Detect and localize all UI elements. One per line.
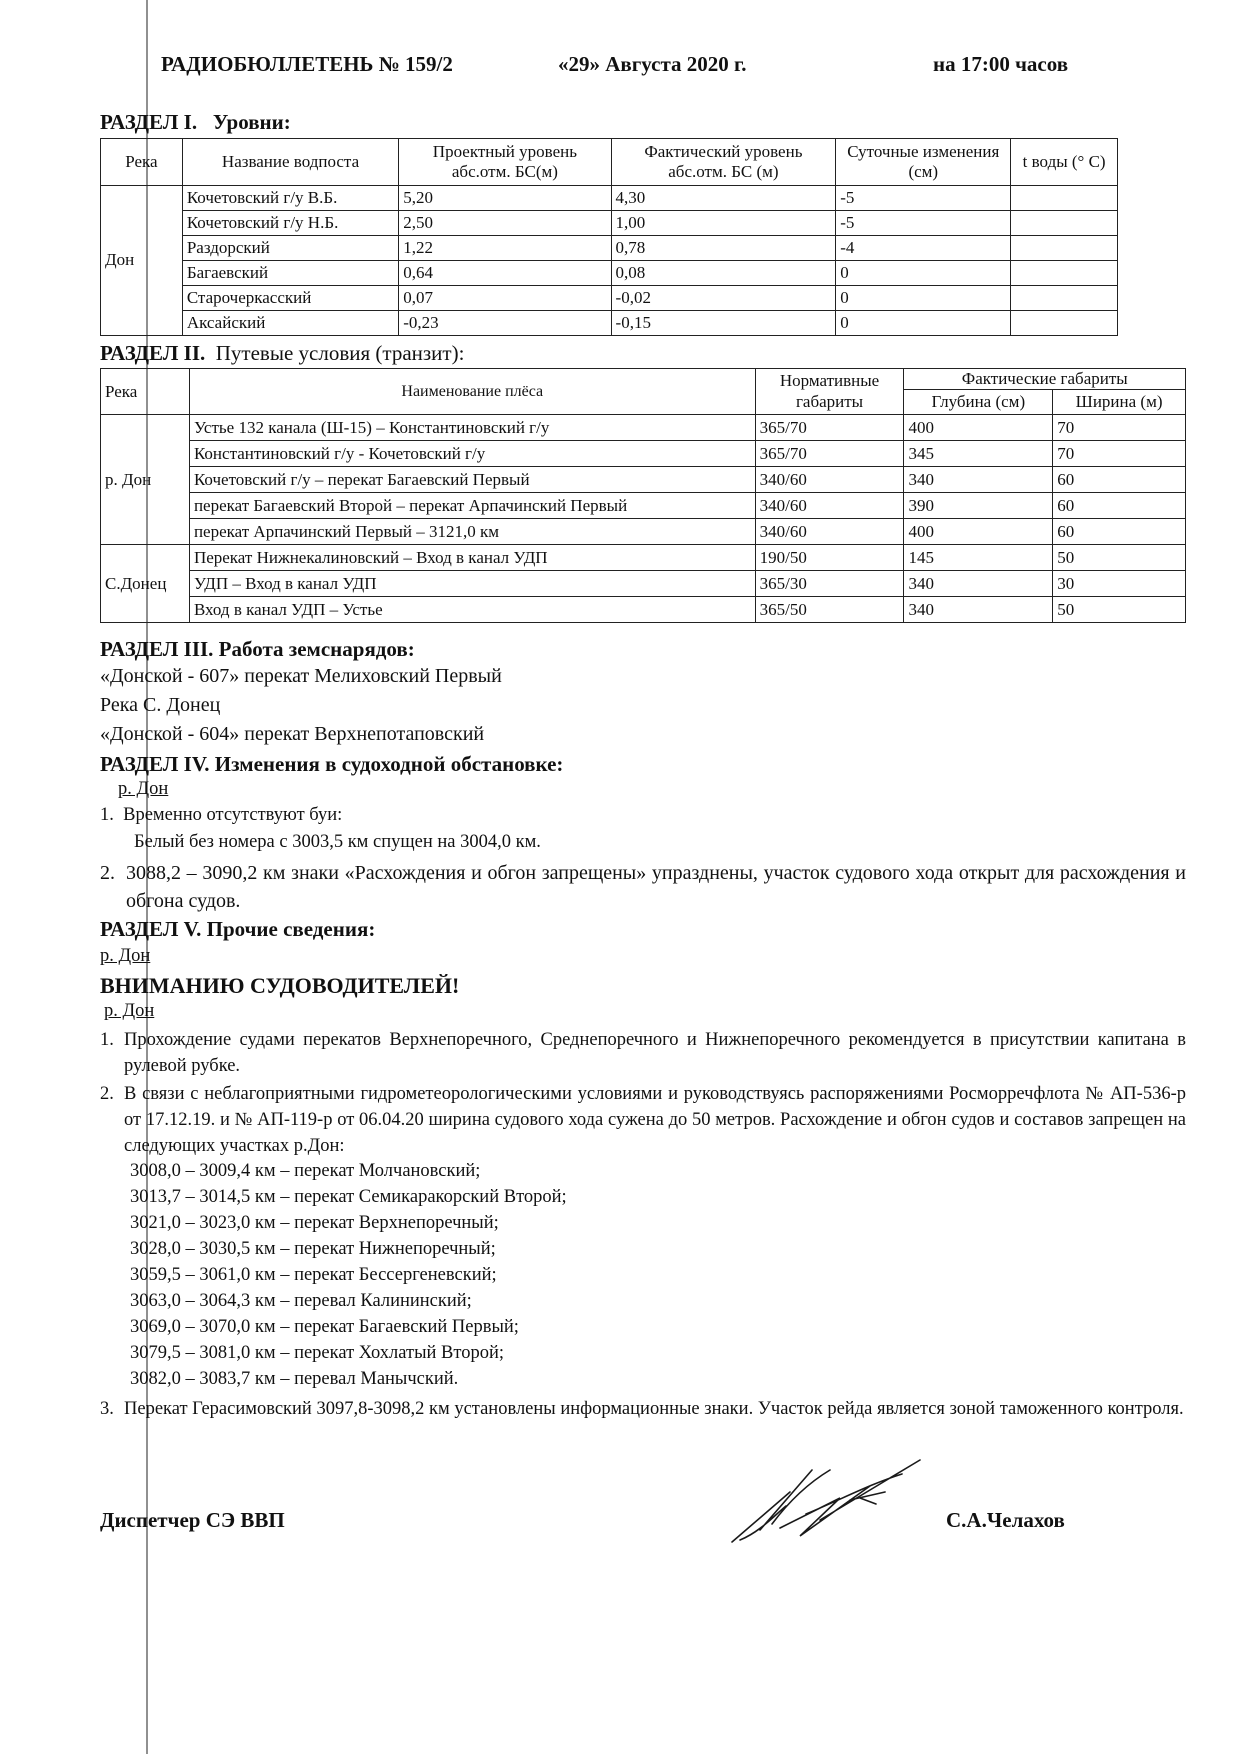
restricted-section: 3079,5 – 3081,0 км – перекат Хохлатый Второй; <box>130 1343 505 1363</box>
river-cell: р. Дон <box>101 415 190 545</box>
section5-title: РАЗДЕЛ V. Прочие сведения: <box>100 917 376 941</box>
table-row <box>101 236 1118 261</box>
restricted-section: 3021,0 – 3023,0 км – перекат Верхнепоречный; <box>130 1213 499 1233</box>
handwritten-signature <box>720 1440 940 1550</box>
depth: 345 <box>904 441 1053 467</box>
col-daily-change: Суточные изменения (см) <box>836 139 1011 186</box>
water-temp <box>1011 236 1118 261</box>
post-name: Раздорский <box>182 236 398 261</box>
col-river: Река <box>101 139 183 186</box>
depth: 400 <box>904 415 1053 441</box>
attention-item1-text: Прохождение судами перекатов Верхнепоречного, Среднепоречного и Нижнепоречного рекомендуется в присутствии капитана в рулевой рубке. <box>124 1030 1186 1076</box>
section2-title: РАЗДЕЛ II. <box>100 341 206 365</box>
post-name: Багаевский <box>182 261 398 286</box>
col-water-temp: t воды (° С) <box>1011 139 1118 186</box>
daily-change: 0 <box>836 261 1011 286</box>
depth: 340 <box>904 571 1053 597</box>
post-name: Кочетовский г/у Н.Б. <box>182 211 398 236</box>
width: 30 <box>1053 571 1186 597</box>
design-level: 0,64 <box>399 261 611 286</box>
design-level: -0,23 <box>399 311 611 336</box>
design-level: 1,22 <box>399 236 611 261</box>
width: 60 <box>1053 467 1186 493</box>
section3-title: РАЗДЕЛ III. Работа земснарядов: <box>100 637 415 661</box>
daily-change: 0 <box>836 311 1011 336</box>
dredger-line-3: «Донской - 604» перекат Верхнепотаповский <box>100 723 485 745</box>
section1-subtitle: Уровни: <box>212 110 291 134</box>
col-post: Название водпоста <box>182 139 398 186</box>
normative: 365/50 <box>755 597 904 623</box>
post-name: Аксайский <box>182 311 398 336</box>
restricted-section: 3069,0 – 3070,0 км – перекат Багаевский Первый; <box>130 1317 519 1337</box>
section4-river: р. Дон <box>118 779 169 799</box>
dredger-line-2: Река С. Донец <box>100 694 221 716</box>
table-row <box>101 415 1186 441</box>
table-row <box>101 311 1118 336</box>
daily-change: -5 <box>836 186 1011 211</box>
col-actual: Фактические габариты <box>904 369 1186 390</box>
levels-header-row <box>101 139 1118 186</box>
attention-item3-text: Перекат Герасимовский 3097,8-3098,2 км установлены информационные знаки. Участок рейда является зоной таможенного контроля. <box>124 1399 1184 1419</box>
actual-level: 1,00 <box>611 211 836 236</box>
section4-item1-body: Белый без номера с 3003,5 км спущен на 3004,0 км. <box>134 832 541 852</box>
bulletin-time: на 17:00 часов <box>933 52 1069 76</box>
col-river: Река <box>101 369 190 415</box>
section1-title: РАЗДЕЛ I. <box>100 110 198 134</box>
table-row <box>101 493 1186 519</box>
bulletin-title: РАДИОБЮЛЛЕТЕНЬ № 159/2 <box>161 52 453 76</box>
depth: 340 <box>904 467 1053 493</box>
daily-change: -4 <box>836 236 1011 261</box>
design-level: 2,50 <box>399 211 611 236</box>
table-row <box>101 545 1186 571</box>
depth: 400 <box>904 519 1053 545</box>
col-normative: Нормативные габариты <box>755 369 904 415</box>
section4-item1-head: 1. Временно отсутствуют буи: <box>100 805 343 825</box>
reach-name: Кочетовский г/у – перекат Багаевский Первый <box>189 467 755 493</box>
restricted-section: 3028,0 – 3030,5 км – перекат Нижнепоречный; <box>130 1239 496 1259</box>
normative: 365/70 <box>755 441 904 467</box>
reach-name: УДП – Вход в канал УДП <box>189 571 755 597</box>
width: 70 <box>1053 415 1186 441</box>
table-row <box>101 597 1186 623</box>
bulletin-header <box>128 52 1098 84</box>
table-row <box>101 261 1118 286</box>
width: 60 <box>1053 493 1186 519</box>
width: 60 <box>1053 519 1186 545</box>
bulletin-date: «29» Августа 2020 г. <box>558 52 747 76</box>
dredger-line-1: «Донской - 607» перекат Мелиховский Первый <box>100 665 502 687</box>
dispatcher-position: Диспетчер СЭ ВВП <box>100 1508 285 1532</box>
table-row <box>101 441 1186 467</box>
attention-heading <box>100 973 459 999</box>
attention-title: ВНИМАНИЮ СУДОВОДИТЕЛЕЙ! <box>100 973 460 998</box>
water-temp <box>1011 211 1118 236</box>
section4-item2: 2. 3088,2 – 3090,2 км знаки «Расхождения и обгон запрещены» упразднены, участок судового хода открыт для расхождения и обгона судов. <box>100 859 1186 915</box>
reach-name: Перекат Нижнекалиновский – Вход в канал УДП <box>189 545 755 571</box>
attention-item1: 1. Прохождение судами перекатов Верхнепоречного, Среднепоречного и Нижнепоречного рекомендуется в присутствии капитана в рулевой рубке. <box>100 1027 1186 1079</box>
depth: 145 <box>904 545 1053 571</box>
section4-item1-head-text: Временно отсутствуют буи: <box>123 805 343 825</box>
reach-name: Константиновский г/у - Кочетовский г/у <box>189 441 755 467</box>
reach-name: перекат Арпачинский Первый – 3121,0 км <box>189 519 755 545</box>
actual-level: -0,02 <box>611 286 836 311</box>
normative: 365/70 <box>755 415 904 441</box>
attention-item2: 2. В связи с неблагоприятными гидрометеорологическими условиями и руководствуясь распоряжениями Росморречфлота № АП-536-р от 17.12.19. и № АП-119-р от 06.04.20 ширина судового хода сужена до 50 метров. Расхождение и обгон судов и составов запрещен на следующих участках р.Дон: <box>100 1081 1186 1159</box>
section5-heading <box>100 917 375 942</box>
water-temp <box>1011 286 1118 311</box>
design-level: 5,20 <box>399 186 611 211</box>
section1-heading <box>100 110 291 135</box>
water-temp <box>1011 311 1118 336</box>
post-name: Кочетовский г/у В.Б. <box>182 186 398 211</box>
river-cell: Дон <box>101 186 183 336</box>
section4-title: РАЗДЕЛ IV. Изменения в судоходной обстановке: <box>100 752 564 776</box>
daily-change: -5 <box>836 211 1011 236</box>
restricted-section: 3063,0 – 3064,3 км – перевал Калининский; <box>130 1291 472 1311</box>
restricted-section: 3008,0 – 3009,4 км – перекат Молчановский; <box>130 1161 481 1181</box>
actual-level: 4,30 <box>611 186 836 211</box>
restricted-section: 3013,7 – 3014,5 км – перекат Семикаракорский Второй; <box>130 1187 567 1207</box>
normative: 365/30 <box>755 571 904 597</box>
transit-header-row-1 <box>101 369 1186 390</box>
section3-heading <box>100 637 415 662</box>
width: 70 <box>1053 441 1186 467</box>
section5-river: р. Дон <box>100 946 151 966</box>
restricted-section: 3059,5 – 3061,0 км – перекат Бессергеневский; <box>130 1265 497 1285</box>
depth: 390 <box>904 493 1053 519</box>
table-row <box>101 467 1186 493</box>
section4-heading <box>100 752 563 777</box>
table-row <box>101 286 1118 311</box>
reach-name: Вход в канал УДП – Устье <box>189 597 755 623</box>
reach-name: Устье 132 канала (Ш-15) – Константиновский г/у <box>189 415 755 441</box>
section2-heading <box>100 341 464 366</box>
normative: 340/60 <box>755 467 904 493</box>
actual-level: 0,08 <box>611 261 836 286</box>
col-width: Ширина (м) <box>1053 390 1186 415</box>
restricted-section: 3082,0 – 3083,7 км – перевал Манычский. <box>130 1369 459 1389</box>
normative: 340/60 <box>755 493 904 519</box>
section2-subtitle: Путевые условия (транзит): <box>215 341 465 365</box>
dispatcher-name: С.А.Челахов <box>946 1508 1065 1532</box>
depth: 340 <box>904 597 1053 623</box>
table-row <box>101 186 1118 211</box>
table-row <box>101 211 1118 236</box>
actual-level: 0,78 <box>611 236 836 261</box>
design-level: 0,07 <box>399 286 611 311</box>
width: 50 <box>1053 597 1186 623</box>
col-reach: Наименование плёса <box>189 369 755 415</box>
col-depth: Глубина (см) <box>904 390 1053 415</box>
water-temp <box>1011 186 1118 211</box>
attention-item2-text: В связи с неблагоприятными гидрометеорологическими условиями и руководствуясь распоряжениями Росморречфлота № АП-536-р от 17.12.19. и № АП-119-р от 06.04.20 ширина судового хода сужена до 50 метров. Расхождение и обгон судов и составов запрещен на следующих участках р.Дон: <box>124 1084 1186 1156</box>
section4-item2-text: 3088,2 – 3090,2 км знаки «Расхождения и обгон запрещены» упразднены, участок судового хода открыт для расхождения и обгона судов. <box>126 862 1186 912</box>
table-row <box>101 571 1186 597</box>
reach-name: перекат Багаевский Второй – перекат Арпачинский Первый <box>189 493 755 519</box>
normative: 190/50 <box>755 545 904 571</box>
attention-item3: 3. Перекат Герасимовский 3097,8-3098,2 км установлены информационные знаки. Участок рейда является зоной таможенного контроля. <box>100 1396 1186 1422</box>
post-name: Старочеркасский <box>182 286 398 311</box>
water-temp <box>1011 261 1118 286</box>
normative: 340/60 <box>755 519 904 545</box>
daily-change: 0 <box>836 286 1011 311</box>
table-row <box>101 519 1186 545</box>
col-design-level: Проектный уровень абс.отм. БС(м) <box>399 139 611 186</box>
width: 50 <box>1053 545 1186 571</box>
attention-river: р. Дон <box>104 1001 155 1021</box>
transit-table <box>100 368 1186 623</box>
river-cell: С.Донец <box>101 545 190 623</box>
col-actual-level: Фактический уровень абс.отм. БС (м) <box>611 139 836 186</box>
actual-level: -0,15 <box>611 311 836 336</box>
levels-table <box>100 138 1118 336</box>
